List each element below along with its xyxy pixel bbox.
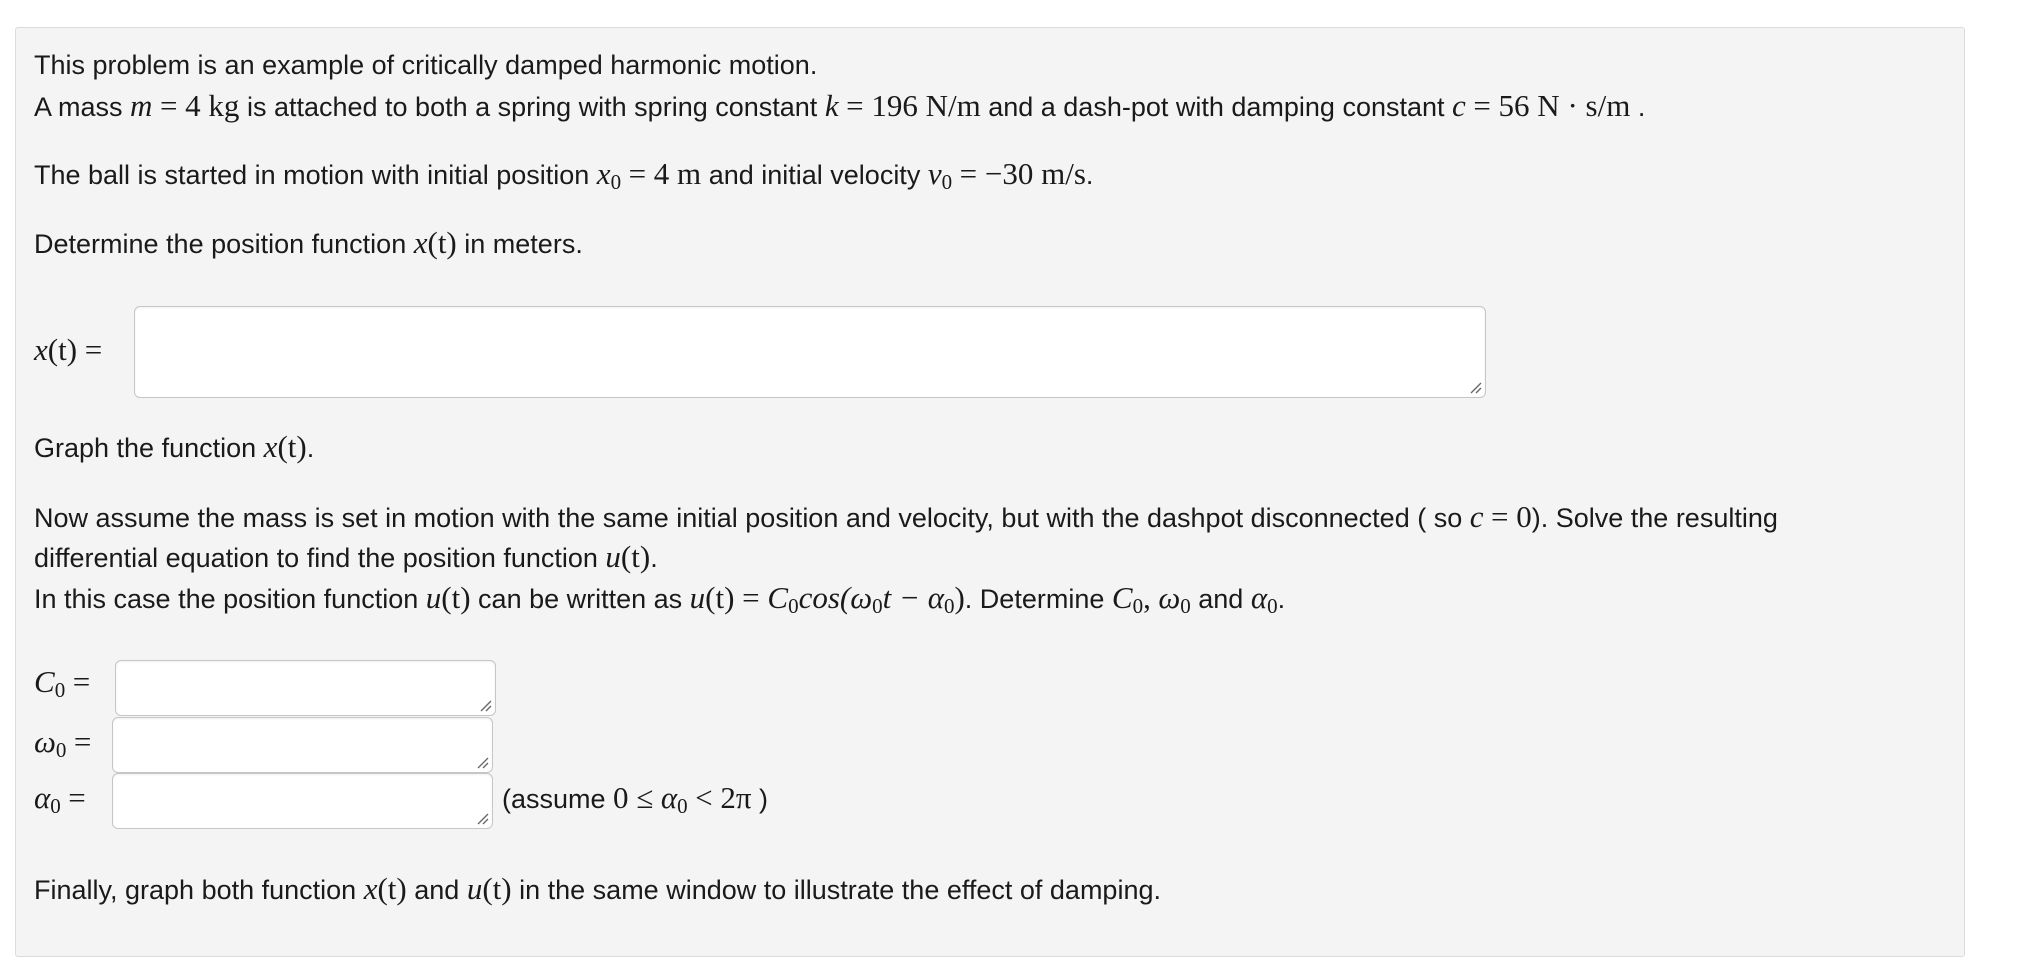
x-answer-textarea[interactable]: [134, 306, 1486, 398]
mass-spring-text: A mass m = 4 kg is attached to both a spring with spring constant k = 196 N/m and a dash-pot with damping constant c = 56 N · s/m .: [34, 88, 1646, 123]
C0-input[interactable]: [115, 660, 496, 716]
determine-text: Determine the position function x(t) in meters.: [34, 225, 583, 260]
resize-grip-icon[interactable]: [476, 812, 489, 825]
resize-grip-icon[interactable]: [1469, 381, 1482, 394]
resize-grip-icon[interactable]: [476, 756, 489, 769]
initial-conditions-text: The ball is started in motion with initial position $x_0 = 4$ m and initial velocity $v_0 = -30$ m/s.: [34, 156, 1094, 194]
resize-grip-icon[interactable]: [479, 699, 492, 712]
undamped-text-line1: Now assume the mass is set in motion with the same initial position and velocity, but with the dashpot disconnected ( so c = 0). Solve the resulting: [34, 499, 1778, 534]
x-answer-label: x(t) =: [34, 332, 103, 367]
undamped-text-line3: In this case the position function u(t) can be written as $u(t) = C_0\cos(\omega_0t - \alpha_0)$. Determine $C_0$, $\omega_0$ and $\alpha_0$.: [34, 580, 1286, 618]
final-instruction-text: Finally, graph both function x(t) and u(t) in the same window to illustrate the effect of damping.: [34, 871, 1161, 906]
C0-label: $C_0$ =: [34, 664, 91, 702]
alpha0-input[interactable]: [112, 773, 493, 829]
intro-text: This problem is an example of critically damped harmonic motion.: [34, 50, 818, 80]
omega0-label: $\omega_0$ =: [34, 724, 92, 762]
graph-x-text: Graph the function x(t).: [34, 429, 315, 464]
undamped-text-line2: differential equation to find the position function u(t).: [34, 539, 658, 574]
omega0-input[interactable]: [112, 717, 493, 773]
alpha0-assumption: (assume $0 \le \alpha_0 < 2\pi$ ): [502, 780, 769, 818]
alpha0-label: $\alpha_0$ =: [34, 780, 86, 818]
